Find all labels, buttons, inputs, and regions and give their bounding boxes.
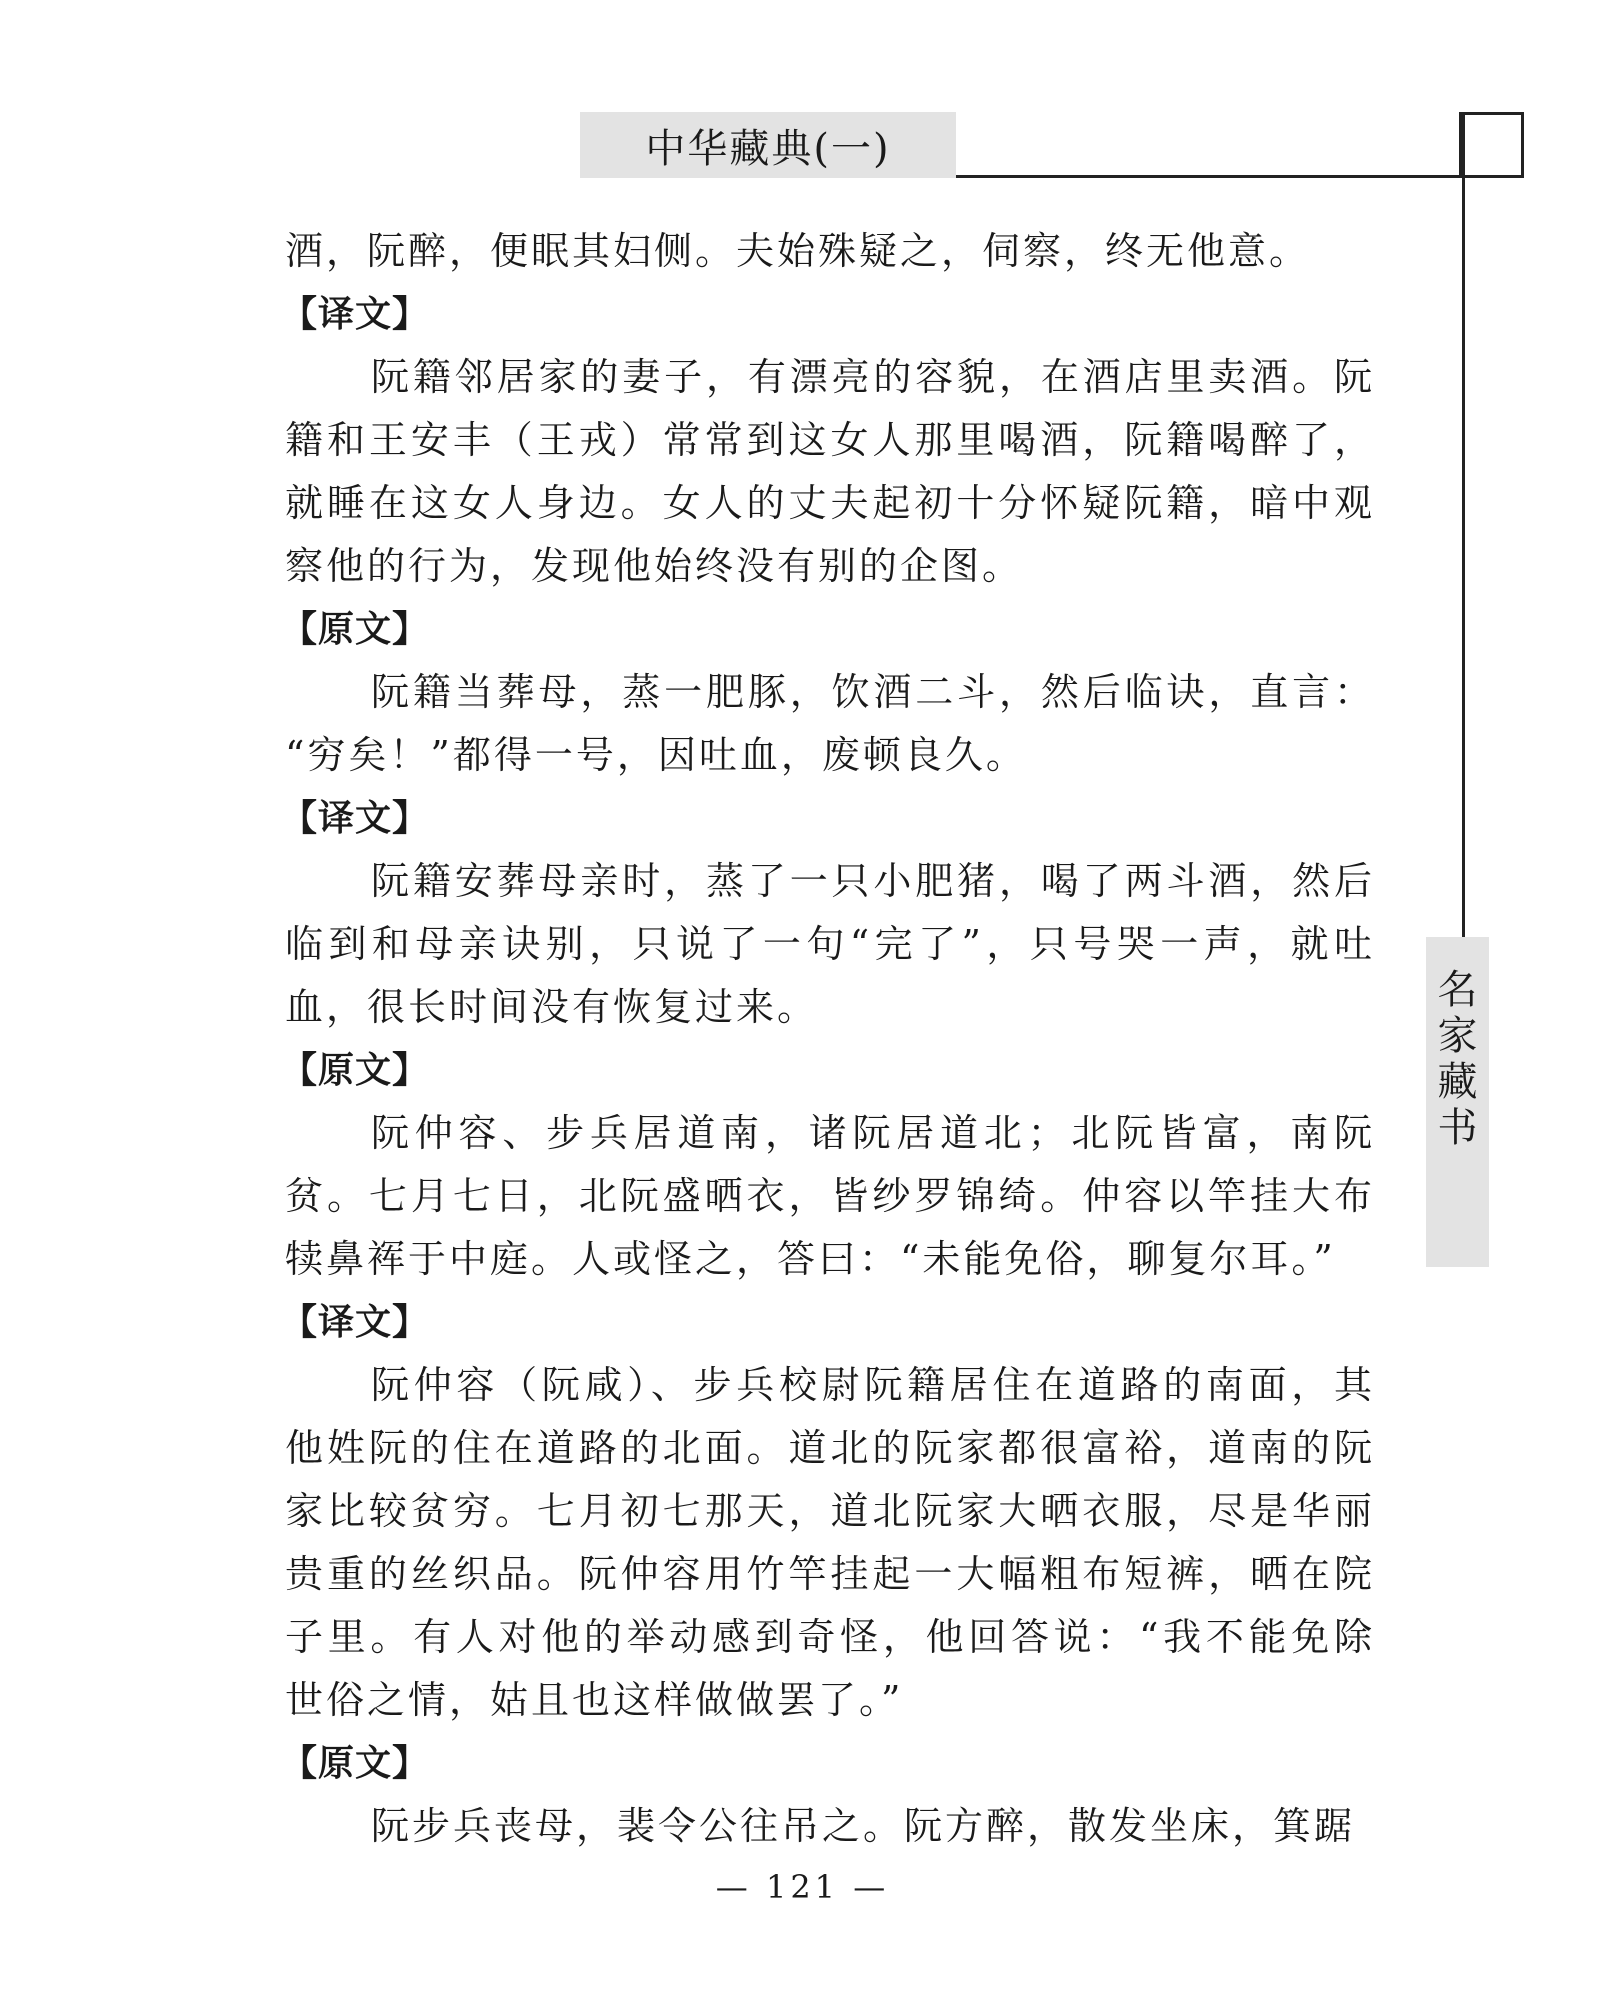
paragraph	[285, 1102, 1375, 1291]
text-line: 临到和母亲诀别，只说了一句“完了”，只号哭一声，就吐	[285, 922, 1375, 966]
side-vertical-rule	[1462, 112, 1465, 937]
side-tab-char: 书	[1437, 1105, 1478, 1151]
text-line: 子里。有人对他的举动感到奇怪，他回答说：“我不能免除	[285, 1615, 1375, 1659]
paragraph	[285, 220, 1375, 283]
side-tab-char: 名	[1437, 967, 1478, 1013]
text-line: “穷矣！”都得一号，因吐血，废顿良久。	[285, 733, 1027, 777]
paragraph	[285, 850, 1375, 1039]
text-line: 贫。七月七日，北阮盛晒衣，皆纱罗锦绮。仲容以竿挂大布	[285, 1174, 1375, 1218]
paragraph	[285, 346, 1375, 598]
side-tab-char: 藏	[1437, 1059, 1478, 1105]
side-section-tab	[1426, 937, 1489, 1267]
text-line: 籍和王安丰（王戎）常常到这女人那里喝酒，阮籍喝醉了，	[285, 418, 1375, 462]
section-label: 【译文】	[281, 798, 430, 839]
section-label: 【原文】	[281, 1050, 430, 1091]
corner-square-ornament	[1462, 112, 1524, 178]
side-tab-char: 家	[1437, 1013, 1478, 1059]
paragraph	[285, 661, 1375, 787]
text-line: 阮籍当葬母，蒸一肥豚，饮酒二斗，然后临诀，直言：	[371, 670, 1375, 714]
text-line: 酒，阮醉，便眠其妇侧。夫始殊疑之，伺察，终无他意。	[285, 229, 1311, 273]
section-label: 【原文】	[281, 609, 430, 650]
text-line: 阮步兵丧母，裴令公往吊之。阮方醉，散发坐床，箕踞	[371, 1804, 1356, 1848]
text-line: 阮籍邻居家的妻子，有漂亮的容貌，在酒店里卖酒。阮	[371, 355, 1375, 399]
page-body	[281, 220, 1375, 1858]
section-label: 【原文】	[281, 1743, 430, 1784]
text-line: 察他的行为，发现他始终没有别的企图。	[285, 544, 1024, 588]
page-number: — 121 —	[715, 1868, 890, 1906]
text-line: 阮籍安葬母亲时，蒸了一只小肥猪，喝了两斗酒，然后	[371, 859, 1375, 903]
paragraph	[285, 1354, 1375, 1732]
text-line: 血，很长时间没有恢复过来。	[285, 985, 819, 1029]
text-line: 贵重的丝织品。阮仲容用竹竿挂起一大幅粗布短裤，晒在院	[285, 1552, 1375, 1596]
running-header-title: 中华藏典(一)	[580, 112, 956, 178]
paragraph	[285, 1795, 1375, 1858]
text-line: 家比较贫穷。七月初七那天，道北阮家大晒衣服，尽是华丽	[285, 1489, 1375, 1533]
section-label: 【译文】	[281, 294, 430, 335]
text-line: 世俗之情，姑且也这样做做罢了。”	[285, 1678, 904, 1722]
text-line: 阮仲容、步兵居道南，诸阮居道北；北阮皆富，南阮	[371, 1111, 1375, 1155]
text-line: 阮仲容（阮咸）、步兵校尉阮籍居住在道路的南面，其	[371, 1363, 1375, 1407]
text-line: 犊鼻裈于中庭。人或怪之，答曰：“未能免俗，聊复尔耳。”	[285, 1237, 1336, 1281]
header-rule	[956, 175, 1524, 178]
text-line: 他姓阮的住在道路的北面。道北的阮家都很富裕，道南的阮	[285, 1426, 1375, 1470]
section-label: 【译文】	[281, 1302, 430, 1343]
text-line: 就睡在这女人身边。女人的丈夫起初十分怀疑阮籍，暗中观	[285, 481, 1375, 525]
